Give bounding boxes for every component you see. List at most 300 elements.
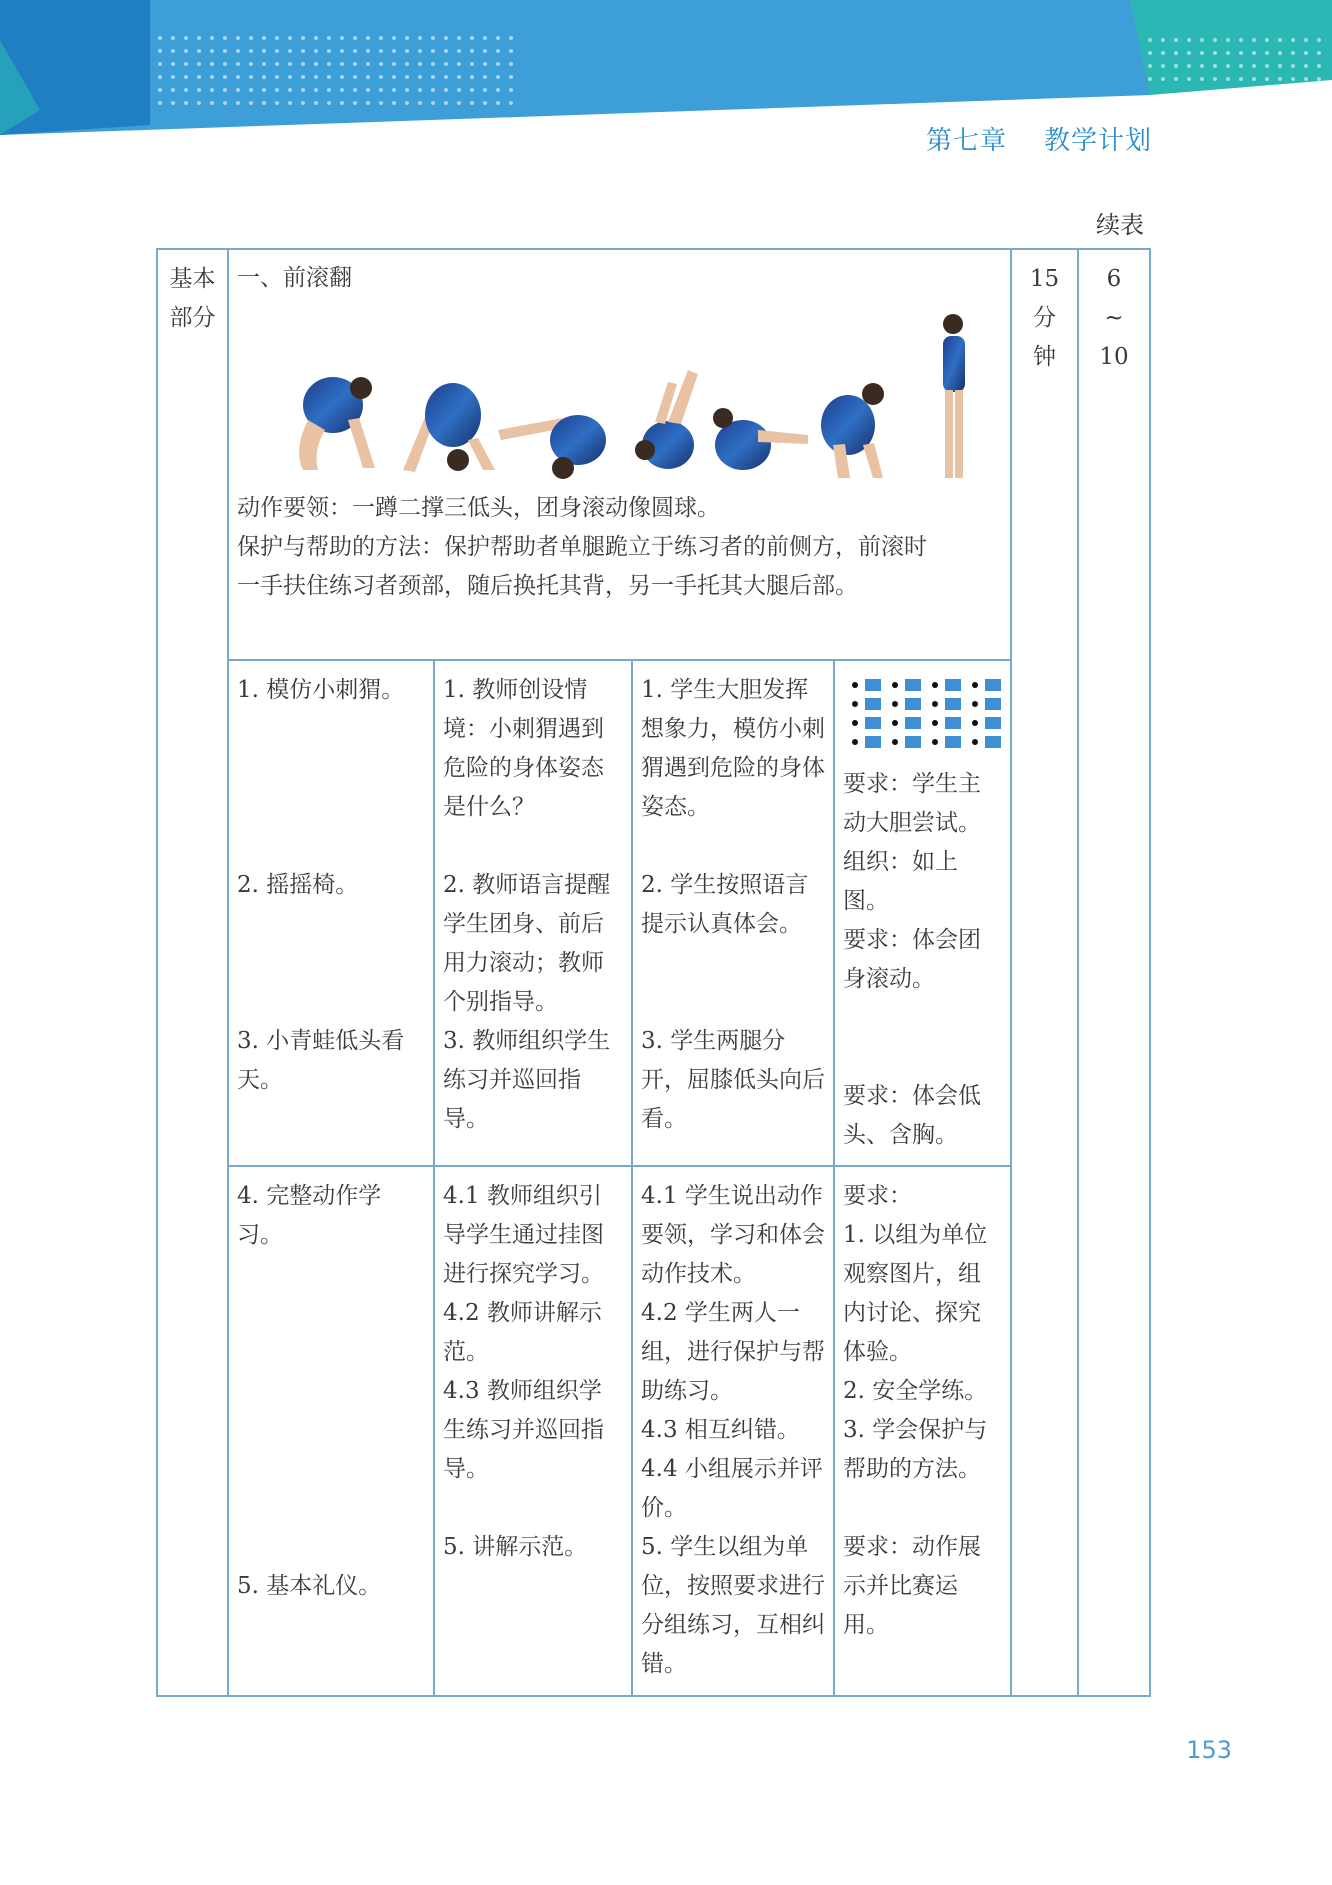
- decor-dot: [288, 101, 292, 105]
- decor-dot: [197, 88, 201, 92]
- decor-dot: [158, 36, 162, 40]
- decor-dot: [184, 88, 188, 92]
- decor-dot: [249, 101, 253, 105]
- formation-dot: [892, 701, 898, 707]
- decor-dot: [1187, 64, 1191, 68]
- decor-dot: [379, 75, 383, 79]
- decor-dot: [262, 88, 266, 92]
- formation-dot: [852, 682, 858, 688]
- decor-dot: [444, 101, 448, 105]
- decor-dot: [327, 88, 331, 92]
- decor-dot: [431, 88, 435, 92]
- decor-dot: [1174, 77, 1178, 81]
- decor-dot: [1252, 64, 1256, 68]
- decor-dot: [223, 49, 227, 53]
- formation-dot: [892, 682, 898, 688]
- decor-dot: [366, 62, 370, 66]
- decor-dot: [483, 101, 487, 105]
- decor-dot: [340, 101, 344, 105]
- section-label-line1: 基本: [169, 266, 216, 292]
- decor-dot: [158, 62, 162, 66]
- decor-dot: [223, 75, 227, 79]
- decor-dot: [288, 36, 292, 40]
- decor-dot: [496, 49, 500, 53]
- decor-dot: [1278, 38, 1282, 42]
- decor-dot: [1187, 38, 1191, 42]
- activity-cell-1: [228, 660, 434, 1166]
- decor-dot: [418, 36, 422, 40]
- decor-dot: [249, 49, 253, 53]
- decor-dot: [327, 62, 331, 66]
- decor-dot: [444, 88, 448, 92]
- formation-square: [985, 717, 1001, 729]
- decor-dot: [353, 62, 357, 66]
- teacher-step-1: 1. 教师创设情境：小刺猬遇到危险的身体姿态是什么？: [443, 677, 604, 820]
- decor-dot: [301, 75, 305, 79]
- gymnast-forward-roll-sequence-icon: [263, 310, 993, 485]
- requirement-4-2: 2. 安全学练。: [843, 1378, 988, 1404]
- time-unit-2: 钟: [1033, 344, 1056, 370]
- decor-dot: [340, 49, 344, 53]
- decor-dot: [1174, 38, 1178, 42]
- activity-4: 4. 完整动作学习。: [237, 1183, 382, 1248]
- decor-dot: [392, 62, 396, 66]
- formation-dot: [852, 739, 858, 745]
- formation-dot: [852, 701, 858, 707]
- requirement-4-heading: 要求：: [843, 1183, 912, 1209]
- decor-dot: [223, 36, 227, 40]
- decor-dot: [1317, 64, 1321, 68]
- decor-dot: [210, 88, 214, 92]
- requirement-4-3: 3. 学会保护与帮助的方法。: [843, 1417, 988, 1482]
- organization-cell-1: [834, 660, 1011, 1166]
- decor-dot: [1187, 51, 1191, 55]
- decor-dot: [431, 101, 435, 105]
- decor-dot: [301, 101, 305, 105]
- decor-dot: [184, 101, 188, 105]
- protection-text-line2: 一手扶住练习者颈部，随后换托其背，另一手托其大腿后部。: [237, 573, 858, 599]
- decor-dot: [314, 88, 318, 92]
- decor-dot: [249, 88, 253, 92]
- decor-dot: [418, 49, 422, 53]
- decor-dot: [249, 75, 253, 79]
- decor-dot: [288, 62, 292, 66]
- decor-dot: [275, 62, 279, 66]
- decor-dot: [431, 49, 435, 53]
- activity-2: 2. 摇摇椅。: [237, 872, 359, 898]
- requirement-5: 要求：动作展示并比赛运用。: [843, 1534, 981, 1638]
- decor-dot: [483, 36, 487, 40]
- decor-dot: [418, 101, 422, 105]
- decor-dot: [1278, 77, 1282, 81]
- activity-1: 1. 模仿小刺猬。: [237, 677, 405, 703]
- reps-max: 10: [1099, 344, 1129, 370]
- decor-dot: [405, 88, 409, 92]
- decor-dot: [431, 62, 435, 66]
- student-step-5: 5. 学生以组为单位，按照要求进行分组练习，互相纠错。: [641, 1534, 825, 1677]
- decor-dot: [457, 36, 461, 40]
- continued-label: 续表: [1096, 211, 1144, 239]
- decor-dot: [366, 75, 370, 79]
- formation-square: [945, 698, 961, 710]
- decor-dot: [1213, 64, 1217, 68]
- decor-dot: [496, 62, 500, 66]
- student-cell-1: [632, 660, 834, 1166]
- decor-dot: [392, 49, 396, 53]
- decor-dot: [1265, 51, 1269, 55]
- formation-square: [905, 717, 921, 729]
- decor-dot: [1304, 38, 1308, 42]
- decor-dot: [171, 101, 175, 105]
- decor-dot: [1200, 77, 1204, 81]
- decor-dot: [197, 75, 201, 79]
- decor-dot: [366, 101, 370, 105]
- decor-dot: [171, 88, 175, 92]
- decor-dot: [1252, 51, 1256, 55]
- formation-diagram-icon: [849, 677, 1007, 757]
- formation-square: [905, 736, 921, 748]
- teacher-cell-2: [434, 1166, 632, 1696]
- decor-dot: [1148, 51, 1152, 55]
- decor-dot: [509, 62, 513, 66]
- formation-dot: [972, 701, 978, 707]
- decor-dot: [1304, 77, 1308, 81]
- decor-dot: [1174, 51, 1178, 55]
- formation-square: [865, 717, 881, 729]
- decor-dot: [366, 88, 370, 92]
- key-points-text: 动作要领：一蹲二撑三低头，团身滚动像圆球。: [237, 495, 720, 521]
- decor-dot: [509, 36, 513, 40]
- decor-dot: [1226, 38, 1230, 42]
- teaching-plan-table: [156, 248, 1151, 1697]
- decor-dot: [392, 101, 396, 105]
- protection-text-line1: 保护与帮助的方法：保护帮助者单腿跪立于练习者的前侧方，前滚时: [237, 534, 927, 560]
- decor-dot: [1226, 77, 1230, 81]
- decor-dot: [496, 101, 500, 105]
- intro-title: 一、前滚翻: [237, 265, 352, 291]
- decor-dot: [418, 75, 422, 79]
- teacher-cell-1: [434, 660, 632, 1166]
- decor-dot: [509, 75, 513, 79]
- decor-dot: [301, 36, 305, 40]
- decor-dot: [1148, 64, 1152, 68]
- decor-dot: [184, 36, 188, 40]
- decor-dot: [1239, 38, 1243, 42]
- decor-dot: [1213, 77, 1217, 81]
- student-step-4-1: 4.1 学生说出动作要领，学习和体会动作技术。: [641, 1183, 825, 1287]
- decor-dot: [275, 88, 279, 92]
- decor-dot: [249, 62, 253, 66]
- formation-square: [865, 736, 881, 748]
- decor-dot: [1161, 38, 1165, 42]
- decor-dot: [509, 101, 513, 105]
- decor-dot: [496, 36, 500, 40]
- decor-dot: [1174, 64, 1178, 68]
- decor-dot: [1291, 64, 1295, 68]
- decor-dot: [327, 36, 331, 40]
- student-step-4-4: 4.4 小组展示并评价。: [641, 1456, 823, 1521]
- decor-dot: [288, 88, 292, 92]
- decor-dot: [1252, 38, 1256, 42]
- decor-dot: [262, 36, 266, 40]
- decor-dot: [158, 49, 162, 53]
- reps-min: 6: [1106, 266, 1122, 292]
- decor-dot: [392, 36, 396, 40]
- time-value: 15: [1029, 266, 1060, 292]
- decor-dot: [405, 101, 409, 105]
- decor-dot: [1304, 64, 1308, 68]
- decor-dot: [210, 36, 214, 40]
- decor-dot: [1265, 77, 1269, 81]
- decor-dot: [483, 62, 487, 66]
- formation-dot: [892, 739, 898, 745]
- formation-square: [865, 679, 881, 691]
- decor-dot: [197, 62, 201, 66]
- formation-square: [985, 698, 1001, 710]
- decor-dot: [171, 75, 175, 79]
- decor-dot: [496, 75, 500, 79]
- activity-cell-2: [228, 1166, 434, 1696]
- decor-dot: [327, 101, 331, 105]
- formation-dot: [892, 720, 898, 726]
- decor-dot: [1278, 64, 1282, 68]
- decor-dot: [184, 62, 188, 66]
- decor-dot: [1148, 77, 1152, 81]
- organization-note: 组织：如上图。: [843, 849, 958, 914]
- decor-dot: [392, 75, 396, 79]
- decor-dot: [379, 88, 383, 92]
- decor-dot: [197, 101, 201, 105]
- decor-dot: [171, 36, 175, 40]
- time-cell: [1011, 249, 1078, 1696]
- decor-dot: [1317, 51, 1321, 55]
- decor-dot: [340, 88, 344, 92]
- formation-square: [905, 698, 921, 710]
- decor-dot: [301, 62, 305, 66]
- formation-square: [905, 679, 921, 691]
- decor-dot: [353, 88, 357, 92]
- formation-square: [865, 698, 881, 710]
- decor-dot: [405, 49, 409, 53]
- decor-dot: [184, 75, 188, 79]
- time-unit-1: 分: [1033, 305, 1056, 331]
- decor-dot: [223, 88, 227, 92]
- decor-dot: [1317, 38, 1321, 42]
- decor-dot: [327, 49, 331, 53]
- teacher-step-3: 3. 教师组织学生练习并巡回指导。: [443, 1028, 611, 1132]
- decor-dot: [210, 62, 214, 66]
- decor-dot: [470, 88, 474, 92]
- decor-dot: [1239, 77, 1243, 81]
- decor-dot: [444, 36, 448, 40]
- teacher-step-5: 5. 讲解示范。: [443, 1534, 588, 1560]
- reps-cell: [1078, 249, 1150, 1696]
- decor-dot: [509, 49, 513, 53]
- decor-dot: [1304, 51, 1308, 55]
- decor-dot: [509, 88, 513, 92]
- decor-dot: [327, 75, 331, 79]
- decor-dot: [457, 75, 461, 79]
- decor-dot: [210, 101, 214, 105]
- formation-dot: [932, 701, 938, 707]
- decor-dot: [223, 62, 227, 66]
- decor-dot: [340, 75, 344, 79]
- decor-dot: [496, 88, 500, 92]
- decor-dot: [262, 75, 266, 79]
- decor-dot: [158, 75, 162, 79]
- decor-dot: [236, 49, 240, 53]
- formation-dot: [972, 720, 978, 726]
- decor-dot: [1239, 64, 1243, 68]
- activity-3: 3. 小青蛙低头看天。: [237, 1028, 405, 1093]
- decor-dot: [262, 62, 266, 66]
- decor-dot: [236, 101, 240, 105]
- decor-dot: [405, 36, 409, 40]
- decor-dot: [236, 75, 240, 79]
- decor-dot: [314, 49, 318, 53]
- decor-dot: [1161, 64, 1165, 68]
- decor-dot: [483, 75, 487, 79]
- activity-5: 5. 基本礼仪。: [237, 1573, 382, 1599]
- formation-square: [945, 717, 961, 729]
- student-step-1: 1. 学生大胆发挥想象力，模仿小刺猬遇到危险的身体姿态。: [641, 677, 825, 820]
- decor-dot: [379, 49, 383, 53]
- requirement-3: 要求：体会低头、含胸。: [843, 1083, 981, 1148]
- organization-cell-2: [834, 1166, 1011, 1696]
- decor-dot: [314, 101, 318, 105]
- decor-dot: [236, 62, 240, 66]
- decor-dot: [405, 75, 409, 79]
- decor-dot: [444, 62, 448, 66]
- decor-dot: [275, 75, 279, 79]
- formation-dot: [972, 739, 978, 745]
- decor-dot: [1278, 51, 1282, 55]
- teacher-step-2: 2. 教师语言提醒学生团身、前后用力滚动；教师个别指导。: [443, 872, 611, 1015]
- decor-dot: [262, 101, 266, 105]
- decor-dot: [444, 75, 448, 79]
- formation-dot: [932, 739, 938, 745]
- decor-dot: [236, 88, 240, 92]
- formation-square: [945, 736, 961, 748]
- decor-dot: [1213, 51, 1217, 55]
- header-band: [0, 0, 1332, 140]
- decor-dot: [470, 36, 474, 40]
- decor-dot: [314, 62, 318, 66]
- decor-dot: [457, 49, 461, 53]
- decor-dot: [1200, 64, 1204, 68]
- decor-dot: [470, 49, 474, 53]
- chapter-title: 第七章 教学计划: [925, 126, 1152, 156]
- decor-dot: [1226, 51, 1230, 55]
- decor-dot: [431, 36, 435, 40]
- decor-dot: [405, 62, 409, 66]
- decor-dot: [353, 75, 357, 79]
- decor-dot: [1161, 77, 1165, 81]
- reps-tilde: ~: [1104, 305, 1124, 331]
- decor-dot: [366, 49, 370, 53]
- formation-square: [985, 679, 1001, 691]
- student-step-2: 2. 学生按照语言提示认真体会。: [641, 872, 809, 937]
- requirement-1: 要求：学生主动大胆尝试。: [843, 771, 981, 836]
- decor-dot: [288, 49, 292, 53]
- decor-dot: [1291, 51, 1295, 55]
- formation-dot: [852, 720, 858, 726]
- decor-dot: [418, 62, 422, 66]
- teacher-step-4-3: 4.3 教师组织学生练习并巡回指导。: [443, 1378, 604, 1482]
- decor-dot: [483, 88, 487, 92]
- decor-dot: [171, 62, 175, 66]
- decor-dot: [210, 75, 214, 79]
- formation-square: [945, 679, 961, 691]
- decor-dot: [262, 49, 266, 53]
- decor-dot: [340, 62, 344, 66]
- decor-dot: [379, 36, 383, 40]
- teacher-step-4-1: 4.1 教师组织引导学生通过挂图进行探究学习。: [443, 1183, 604, 1287]
- student-step-4-2: 4.2 学生两人一组，进行保护与帮助练习。: [641, 1300, 825, 1404]
- decor-dot: [379, 62, 383, 66]
- decor-dot: [1239, 51, 1243, 55]
- decor-dot: [457, 88, 461, 92]
- decor-dot: [1317, 77, 1321, 81]
- decor-dot: [444, 49, 448, 53]
- decor-dot: [418, 88, 422, 92]
- decor-dot: [379, 101, 383, 105]
- formation-dot: [932, 720, 938, 726]
- decor-dot: [1291, 38, 1295, 42]
- decor-dot: [1252, 77, 1256, 81]
- decor-dot: [275, 49, 279, 53]
- decor-dot: [353, 101, 357, 105]
- decor-dot: [340, 36, 344, 40]
- decor-dot: [1148, 38, 1152, 42]
- decor-dot: [470, 101, 474, 105]
- formation-dot: [972, 682, 978, 688]
- student-cell-2: [632, 1166, 834, 1696]
- decor-dot: [1265, 38, 1269, 42]
- decor-dot: [1161, 51, 1165, 55]
- section-cell: [157, 249, 228, 1696]
- page-number: 153: [1186, 1736, 1232, 1764]
- decor-dot: [275, 101, 279, 105]
- decor-dot: [275, 36, 279, 40]
- decor-dot: [301, 88, 305, 92]
- decor-dot: [457, 62, 461, 66]
- decor-dot: [301, 49, 305, 53]
- decor-dot: [314, 36, 318, 40]
- decor-dot: [210, 49, 214, 53]
- decor-dot: [1291, 77, 1295, 81]
- decor-dot: [197, 49, 201, 53]
- requirement-2: 要求：体会团身滚动。: [843, 927, 981, 992]
- decor-dot: [1200, 38, 1204, 42]
- decor-dot: [1200, 51, 1204, 55]
- decor-dot: [457, 101, 461, 105]
- decor-dot: [470, 75, 474, 79]
- section-label-line2: 部分: [169, 305, 216, 331]
- decor-dot: [197, 36, 201, 40]
- decor-dot: [236, 36, 240, 40]
- decor-dot: [314, 75, 318, 79]
- decor-dot: [223, 101, 227, 105]
- decor-dot: [1226, 64, 1230, 68]
- student-step-4-3: 4.3 相互纠错。: [641, 1417, 800, 1443]
- decor-dot: [483, 49, 487, 53]
- decor-dot: [158, 88, 162, 92]
- decor-dot: [184, 49, 188, 53]
- formation-square: [985, 736, 1001, 748]
- decor-dot: [1213, 38, 1217, 42]
- decor-dot: [171, 49, 175, 53]
